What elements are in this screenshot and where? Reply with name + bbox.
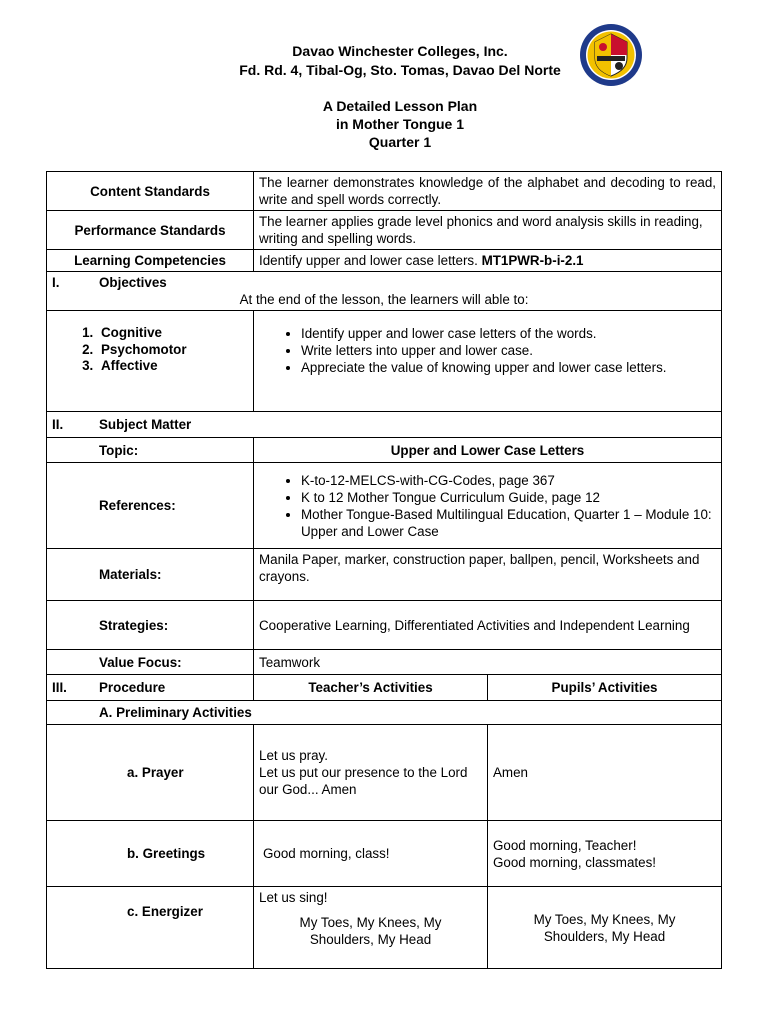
energizer-teacher-cell	[254, 887, 488, 969]
preliminary-activities-label: A. Preliminary Activities	[99, 705, 252, 720]
objective-item: • Write letters into upper and lower case.	[301, 342, 716, 359]
objectives-label: Objectives	[99, 275, 167, 290]
greetings-teacher-cell	[254, 821, 488, 887]
references-label-cell	[47, 463, 254, 549]
performance-standards-row	[47, 211, 722, 250]
reference-item: • K to 12 Mother Tongue Curriculum Guide, page 12	[301, 489, 716, 506]
materials-row	[47, 549, 722, 601]
objective-items-cell	[254, 311, 722, 412]
energizer-row	[47, 887, 722, 969]
objectives-heading-cell	[47, 272, 722, 311]
school-seal-icon	[578, 22, 644, 88]
greetings-label-cell	[47, 821, 254, 887]
greetings-teacher-text: Good morning, class!	[263, 846, 390, 861]
greetings-pupil-line: Good morning, classmates!	[493, 854, 656, 870]
content-standards-row	[47, 172, 722, 211]
energizer-teacher-song: My Toes, My Knees, My Shoulders, My Head	[299, 915, 442, 947]
reference-item: • Mother Tongue-Based Multilingual Education, Quarter 1 – Module 10: Upper and Lower Case	[301, 506, 716, 540]
energizer-pupil-song: My Toes, My Knees, My Shoulders, My Head	[488, 887, 722, 969]
teacher-activities-header: Teacher’s Activities	[254, 675, 488, 701]
energizer-label: c. Energizer	[127, 904, 203, 919]
objective-domains-list	[52, 325, 248, 375]
materials-label-cell	[47, 549, 254, 601]
energizer-label-cell	[47, 887, 254, 969]
procedure-numeral: III.	[52, 680, 67, 695]
school-address: Fd. Rd. 4, Tibal-Og, Sto. Tomas, Davao Del Norte	[239, 62, 561, 78]
pupil-activities-header: Pupils’ Activities	[488, 675, 722, 701]
strategies-row	[47, 601, 722, 650]
topic-label: Topic:	[99, 442, 139, 458]
topic-label-cell	[47, 438, 254, 463]
topic-row	[47, 438, 722, 463]
strategies-label-cell	[47, 601, 254, 650]
prayer-row	[47, 725, 722, 821]
procedure-label: Procedure	[99, 680, 166, 695]
reference-item: • K-to-12-MELCS-with-CG-Codes, page 367	[301, 472, 716, 489]
school-name: Davao Winchester Colleges, Inc.	[292, 43, 508, 59]
objective-domains-cell	[47, 311, 254, 412]
domain-cognitive: 1. Cognitive	[97, 325, 248, 342]
materials-value: Manila Paper, marker, construction paper, ballpen, pencil, Worksheets and crayons.	[254, 549, 722, 601]
prayer-pupil-cell: Amen	[488, 725, 722, 821]
references-label: References:	[99, 498, 176, 513]
prayer-teacher-line: Let us pray.	[259, 748, 328, 763]
value-focus-label: Value Focus:	[99, 654, 182, 670]
objective-item: • Identify upper and lower case letters of the words.	[301, 325, 716, 342]
materials-label: Materials:	[99, 567, 162, 582]
learning-competencies-row	[47, 250, 722, 272]
prayer-teacher-line: Let us put our presence to the Lord our God... Amen	[259, 765, 468, 797]
preliminary-activities-row	[47, 701, 722, 725]
greetings-pupil-cell	[488, 821, 722, 887]
domain-affective: 3. Affective	[97, 358, 248, 375]
objective-item: • Appreciate the value of knowing upper and lower case letters.	[301, 359, 716, 376]
references-row	[47, 463, 722, 549]
content-standards-text: The learner demonstrates knowledge of the alphabet and decoding to read, write and spell words correctly.	[254, 172, 722, 211]
learning-competencies-label: Learning Competencies	[47, 250, 254, 272]
strategies-value: Cooperative Learning, Differentiated Activities and Independent Learning	[254, 601, 722, 650]
greetings-label: b. Greetings	[127, 846, 206, 861]
subject-matter-numeral: II.	[52, 417, 64, 432]
content-standards-label: Content Standards	[47, 172, 254, 211]
school-header	[0, 42, 768, 80]
value-focus-row	[47, 650, 722, 675]
lesson-title-line-3: Quarter 1	[368, 134, 432, 150]
lesson-title-line-2: in Mother Tongue 1	[335, 116, 465, 132]
learning-competencies-cell	[254, 250, 722, 272]
greetings-pupil-line: Good morning, Teacher!	[493, 837, 637, 853]
objectives-heading-row	[47, 272, 722, 311]
preliminary-activities-cell	[47, 701, 722, 725]
performance-standards-label: Performance Standards	[47, 211, 254, 250]
objectives-row	[47, 311, 722, 412]
strategies-label: Strategies:	[99, 617, 169, 633]
prayer-teacher-cell	[254, 725, 488, 821]
references-cell	[254, 463, 722, 549]
topic-value: Upper and Lower Case Letters	[254, 438, 722, 463]
value-focus-value: Teamwork	[254, 650, 722, 675]
learning-competencies-text: Identify upper and lower case letters.	[259, 253, 478, 268]
prayer-label-cell	[47, 725, 254, 821]
subject-matter-cell	[47, 412, 722, 438]
performance-standards-text: The learner applies grade level phonics and word analysis skills in reading, writing and spelling words.	[254, 211, 722, 250]
subject-matter-row	[47, 412, 722, 438]
procedure-header-row	[47, 675, 722, 701]
value-focus-label-cell	[47, 650, 254, 675]
learning-competencies-code: MT1PWR-b-i-2.1	[481, 253, 584, 268]
references-list	[259, 472, 716, 540]
objectives-intro: At the end of the lesson, the learners will able to:	[239, 292, 529, 307]
procedure-label-cell	[47, 675, 254, 701]
lesson-title-line-1: A Detailed Lesson Plan	[322, 98, 478, 114]
energizer-teacher-intro: Let us sing!	[259, 890, 328, 905]
domain-psychomotor: 2. Psychomotor	[97, 342, 248, 359]
lesson-title	[0, 97, 768, 151]
lesson-plan-table	[46, 171, 722, 969]
objectives-numeral: I.	[52, 275, 60, 290]
subject-matter-label: Subject Matter	[99, 417, 192, 432]
prayer-label: a. Prayer	[127, 765, 184, 780]
greetings-row	[47, 821, 722, 887]
objective-items-list	[259, 325, 716, 376]
